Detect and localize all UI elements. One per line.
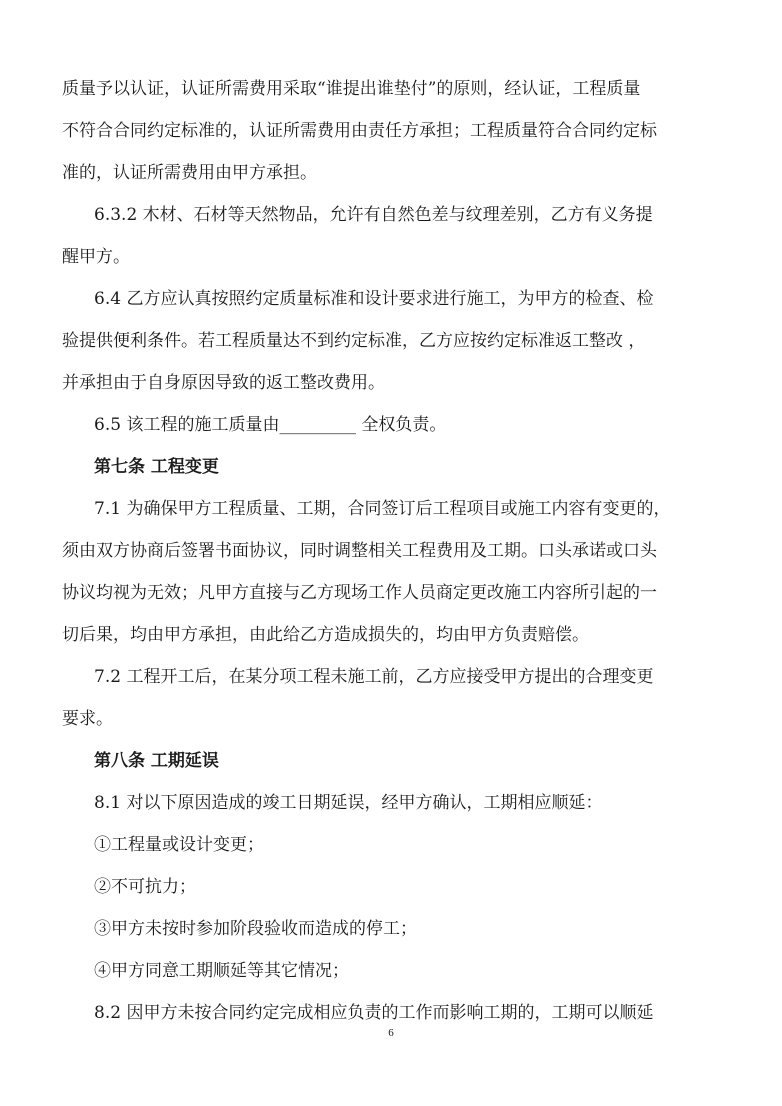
paragraph-line: 准的，认证所需费用由甲方承担。 xyxy=(62,163,317,183)
section-heading: 第七条 工程变更 xyxy=(94,457,219,477)
paragraph-line: 7.2 工程开工后，在某分项工程未施工前，乙方应接受甲方提出的合理变更 xyxy=(94,667,654,687)
paragraph-line: 6.4 乙方应认真按照约定质量标准和设计要求进行施工，为甲方的检查、检 xyxy=(94,289,654,309)
paragraph-line: 7.1 为确保甲方工程质量、工期，合同签订后工程项目或施工内容有变更的， xyxy=(94,499,671,519)
paragraph-line: 要求。 xyxy=(62,709,113,729)
paragraph-line: 验提供便利条件。若工程质量达不到约定标准，乙方应按约定标准返工整改 ， xyxy=(62,331,646,351)
list-item: ④甲方同意工期顺延等其它情况； xyxy=(94,961,349,981)
list-item: ①工程量或设计变更； xyxy=(94,835,264,855)
paragraph-line: 切后果，均由甲方承担，由此给乙方造成损失的，均由甲方负责赔偿。 xyxy=(62,625,589,645)
paragraph-line: 须由双方协商后签署书面协议，同时调整相关工程费用及工期。口头承诺或口头 xyxy=(62,541,657,561)
page-number: 6 xyxy=(388,1027,394,1039)
paragraph-line: 协议均视为无效；凡甲方直接与乙方现场工作人员商定更改施工内容所引起的一 xyxy=(62,583,657,603)
list-item: ③甲方未按时参加阶段验收而造成的停工； xyxy=(94,919,417,939)
paragraph-line: 醒甲方。 xyxy=(62,247,130,267)
section-heading: 第八条 工期延误 xyxy=(94,751,219,771)
paragraph-line: 8.2 因甲方未按合同约定完成相应负责的工作而影响工期的，工期可以顺延 xyxy=(94,1003,654,1023)
list-item: ②不可抗力； xyxy=(94,877,196,897)
paragraph-line: 并承担由于自身原因导致的返工整改费用。 xyxy=(62,373,385,393)
paragraph-line: 8.1 对以下原因造成的竣工日期延误，经甲方确认，工期相应顺延： xyxy=(94,793,603,813)
paragraph-line: 6.5 该工程的施工质量由_________ 全权负责。 xyxy=(94,415,447,435)
paragraph-line: 质量予以认证，认证所需费用采取“谁提出谁垫付”的原则，经认证，工程质量 xyxy=(62,79,641,99)
paragraph-line: 不符合合同约定标准的，认证所需费用由责任方承担；工程质量符合合同约定标 xyxy=(62,121,657,141)
paragraph-line: 6.3.2 木材、石材等天然物品，允许有自然色差与纹理差别，乙方有义务提 xyxy=(94,205,653,225)
